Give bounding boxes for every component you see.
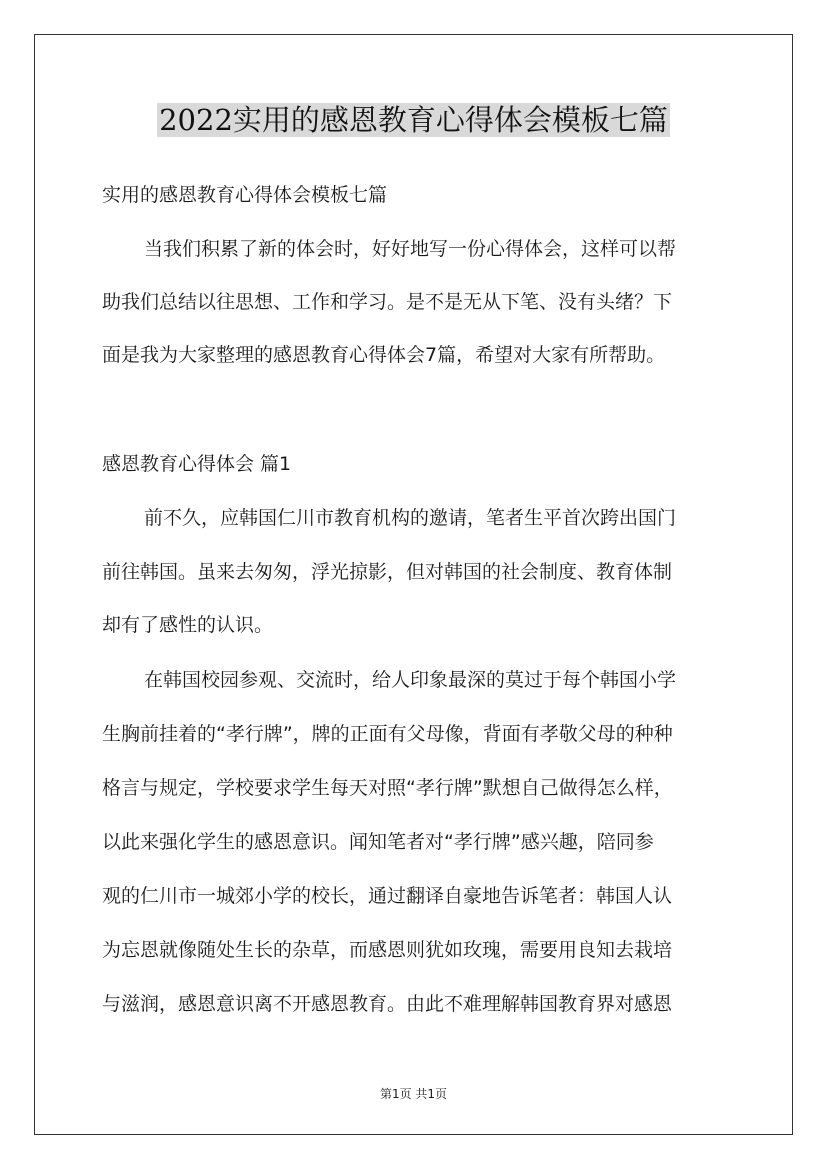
section-heading: 感恩教育心得体会 篇1: [102, 453, 292, 475]
subtitle-line: 实用的感恩教育心得体会模板七篇: [102, 184, 388, 206]
paragraph-line: 在韩国校园参观、交流时，给人印象最深的莫过于每个韩国小学: [144, 669, 677, 691]
paragraph-line: 当我们积累了新的体会时，好好地写一份心得体会，这样可以帮: [144, 238, 677, 260]
paragraph-line: 前不久，应韩国仁川市教育机构的邀请，笔者生平首次跨出国门: [144, 507, 677, 529]
paragraph-line: 面是我为大家整理的感恩教育心得体会7篇，希望对大家有所帮助。: [102, 344, 666, 366]
paragraph-line: 以此来强化学生的感恩意识。闻知笔者对“孝行牌”感兴趣，陪同参: [102, 831, 654, 853]
paragraph-line: 为忘恩就像随处生长的杂草，而感恩则犹如玫瑰，需要用良知去栽培: [102, 939, 673, 961]
paragraph-line: 前往韩国。虽来去匆匆，浮光掠影，但对韩国的社会制度、教育体制: [102, 561, 673, 583]
document-title-row: [0, 100, 827, 140]
document-title: 2022实用的感恩教育心得体会模板七篇: [159, 103, 668, 137]
paragraph-line: 却有了感性的认识。: [102, 614, 274, 636]
paragraph-line: 观的仁川市一城郊小学的校长，通过翻译自豪地告诉笔者：韩国人认: [102, 885, 673, 907]
page-footer: 第1页 共1页: [379, 1087, 448, 1101]
paragraph-line: 生胸前挂着的“孝行牌”，牌的正面有父母像，背面有孝敬父母的种种: [102, 723, 673, 745]
paragraph-line: 助我们总结以往思想、工作和学习。是不是无从下笔、没有头绪？下: [102, 291, 673, 313]
paragraph-line: 格言与规定，学校要求学生每天对照“孝行牌”默想自己做得怎么样，: [102, 777, 673, 799]
paragraph-line: 与滋润，感恩意识离不开感恩教育。由此不难理解韩国教育界对感恩: [102, 993, 673, 1015]
